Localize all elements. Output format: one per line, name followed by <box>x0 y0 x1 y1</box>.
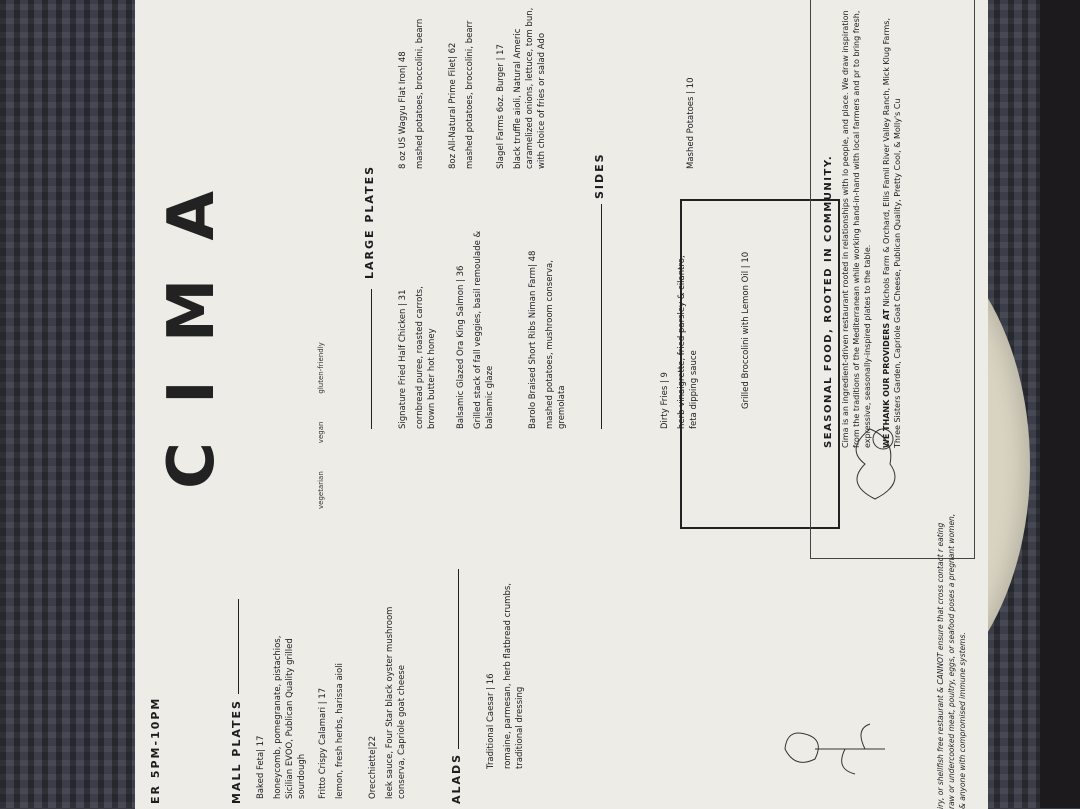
item-name: Signature Fried Half Chicken | 31 <box>398 289 408 429</box>
seasonal-title: SEASONAL FOOD, ROOTED IN COMMUNITY. <box>823 154 834 448</box>
item-name: Grilled Broccolini with Lemon Oil | 10 <box>741 251 751 409</box>
section-rule <box>238 599 239 694</box>
item-desc: cornbread puree, roasted carrots, brown butter hot honey <box>415 286 437 429</box>
legend-gluten-friendly: gluten-friendly <box>317 342 325 394</box>
menu-item <box>447 0 476 169</box>
item-desc: mashed potatoes, broccolini, bearn <box>415 18 425 169</box>
section-rule <box>371 289 372 429</box>
section-rule <box>458 569 459 749</box>
item-desc: mashed potatoes, mushroom conserva, gremolata <box>545 260 567 429</box>
menu-item <box>255 609 308 799</box>
item-desc: herb vinaigrette, fried parsley & cilantro, feta dipping sauce <box>677 255 699 429</box>
dietary-legend <box>317 342 325 509</box>
rose-sketch-icon <box>775 709 895 789</box>
item-desc: romaine, parmesan, herb flatbread crumbs, traditional dressing <box>503 583 525 769</box>
menu-item <box>740 189 757 409</box>
item-name: Traditional Caesar | 16 <box>486 673 496 769</box>
radish-sketch-icon <box>835 419 915 509</box>
item-name: Balsamic Glazed Ora King Salmon | 36 <box>456 265 466 429</box>
item-name: Slagel Farms 6oz. Burger | 17 <box>496 44 506 169</box>
menu-item <box>659 239 700 429</box>
item-name: Fritto Crispy Calamari | 17 <box>318 687 328 799</box>
menu-card-wrapper <box>135 0 988 809</box>
seasonal-body: Cima is an ingredient-driven restaurant rooted in relationships with lo people, and place. We draw inspiration from the traditions of the Mediterranean while working hand-in-hand with local farmers and pr to bring fresh, expressive, seasonally-inspired plates to the table. <box>841 10 872 448</box>
item-desc: honeycomb, pomegranate, pistachios, Sicilian EVOO, Publican Quality grilled sourdough <box>273 635 307 799</box>
item-name: Orecchiette|22 <box>368 735 378 799</box>
menu-item <box>397 0 426 169</box>
item-name: Baked Feta| 17 <box>256 735 266 799</box>
menu-item <box>685 29 702 169</box>
allergy-note: iry, or shellfish free restaurant & CANNOT ensure that cross contact r eating raw or undercooked meat, poultry, eggs, or seafood poses a pregnant women, & anyone with compromised immune systems. <box>936 513 967 809</box>
restaurant-logo: CIMA <box>155 153 229 489</box>
section-salads: ALADS <box>450 752 463 804</box>
hours-text: ER 5PM-10PM <box>149 696 162 804</box>
menu-item <box>495 0 548 169</box>
providers-text <box>881 0 903 448</box>
section-sides: SIDES <box>593 152 606 199</box>
item-desc: Grilled stack of fall veggies, basil remoulade & balsamic glaze <box>473 230 495 429</box>
menu-card <box>135 0 988 809</box>
menu-item <box>317 609 346 799</box>
section-large-plates: LARGE PLATES <box>363 164 376 279</box>
table-edge <box>1040 0 1080 808</box>
item-desc: leek sauce, Four Star black oyster mushroom conserva, Capriole goat cheese <box>385 606 407 799</box>
menu-item <box>367 599 408 799</box>
item-desc: black truffle aioli, Natural Americ caramelized onions, lettuce, tom bun, with choice of fries or salad Ado <box>513 7 547 169</box>
menu-item <box>527 229 568 429</box>
item-name: Barolo Braised Short Ribs Niman Farm| 48 <box>528 250 538 429</box>
item-name: 8 oz US Wagyu Flat Iron| 48 <box>398 51 408 169</box>
legend-vegan: vegan <box>317 421 325 444</box>
section-rule <box>601 204 602 429</box>
section-small-plates: MALL PLATES <box>230 699 243 804</box>
item-name: 8oz All-Natural Prime Filet| 62 <box>448 42 458 169</box>
item-desc: mashed potatoes, broccolini, bearr <box>465 20 475 169</box>
item-name: Dirty Fries | 9 <box>660 372 670 429</box>
menu-item <box>485 569 526 769</box>
legend-vegetarian: vegetarian <box>317 471 325 509</box>
providers-list: Nichols Farm & Orchard, Ellis Famil River Valley Ranch, Mick Klug Farms, Three Sisters Garden, Capriole Goat Cheese, Publican Quality, Pretty Cool, & Molly's Cu <box>882 18 902 448</box>
providers-label: WE THANK OUR PROVIDERS AT <box>882 309 891 448</box>
menu-item <box>455 229 496 429</box>
item-name: Mashed Potatoes | 10 <box>686 77 696 169</box>
item-desc: lemon, fresh herbs, harissa aioli <box>335 663 345 799</box>
menu-item <box>397 259 438 429</box>
